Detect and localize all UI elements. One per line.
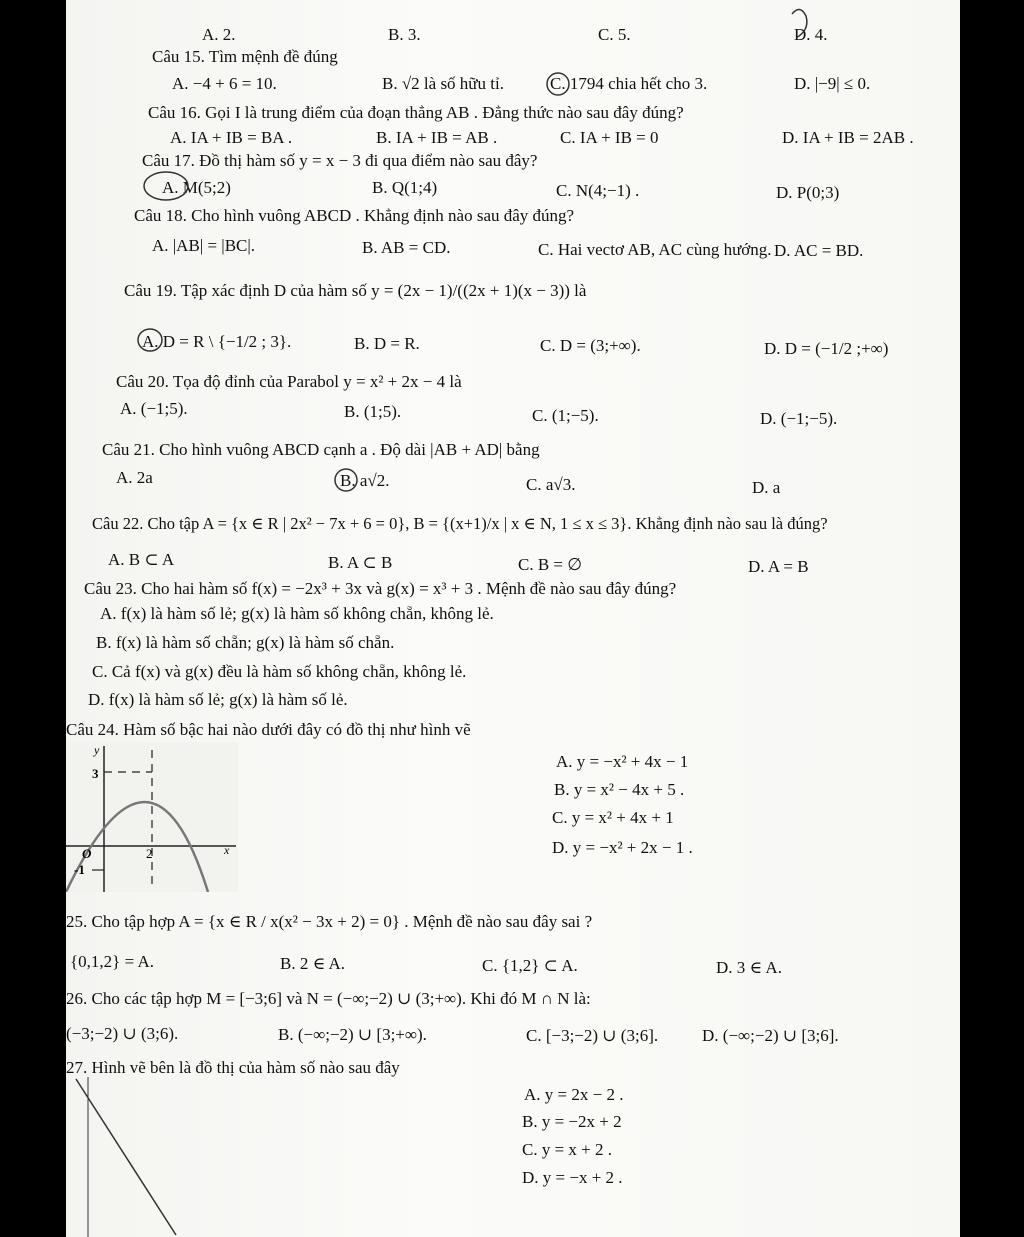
q25-title: 25. Cho tập hợp A = {x ∈ R / x(x² − 3x + 2) = 0} . Mệnh đề nào sau đây sai ? bbox=[66, 912, 593, 931]
q19-option-c: C. D = (3;+∞). bbox=[540, 336, 641, 355]
q18-option-c: C. Hai vectơ AB, AC cùng hướng. bbox=[538, 240, 772, 259]
q26-title: 26. Cho các tập hợp M = [−3;6] và N = (−∞;−2) ∪ (3;+∞). Khi đó M ∩ N là: bbox=[66, 989, 591, 1008]
q15-option-d: D. |−9| ≤ 0. bbox=[794, 74, 871, 93]
q16-option-b: B. IA + IB = AB . bbox=[376, 128, 498, 147]
q20-option-d: D. (−1;−5). bbox=[760, 409, 838, 428]
q25-option-d: D. 3 ∈ A. bbox=[716, 958, 782, 977]
q20-title: Câu 20. Tọa độ đỉnh của Parabol y = x² + 2x − 4 là bbox=[116, 372, 462, 391]
q26-option-d: D. (−∞;−2) ∪ [3;6]. bbox=[702, 1026, 839, 1045]
q26-option-b: B. (−∞;−2) ∪ [3;+∞). bbox=[278, 1025, 427, 1044]
q14-option-d: D. 4. bbox=[794, 25, 828, 44]
q16-title: Câu 16. Gọi I là trung điểm của đoạn thẳng AB . Đẳng thức nào sau đây đúng? bbox=[148, 103, 684, 122]
q21-option-b: B. a√2. bbox=[340, 471, 390, 490]
q14-option-a: A. 2. bbox=[202, 25, 236, 44]
q22-option-c: C. B = ∅ bbox=[518, 555, 583, 574]
q23-option-a: A. f(x) là hàm số lẻ; g(x) là hàm số không chẵn, không lẻ. bbox=[100, 604, 494, 623]
q23-title: Câu 23. Cho hai hàm số f(x) = −2x³ + 3x và g(x) = x³ + 3 . Mệnh đề nào sau đây đúng? bbox=[84, 579, 677, 598]
q19-title: Câu 19. Tập xác định D của hàm số y = (2x − 1)/((2x + 1)(x − 3)) là bbox=[124, 281, 587, 300]
q20-option-c: C. (1;−5). bbox=[532, 406, 599, 425]
q27-option-c: C. y = x + 2 . bbox=[522, 1140, 613, 1159]
q19-option-b: B. D = R. bbox=[354, 334, 420, 353]
q15-option-c: C. 1794 chia hết cho 3. bbox=[550, 74, 708, 93]
graph-origin-label: O bbox=[82, 846, 92, 861]
q16-option-a: A. IA + IB = BA . bbox=[170, 128, 293, 147]
q22-title: Câu 22. Cho tập A = {x ∈ R | 2x² − 7x + 6 = 0}, B = {(x+1)/x | x ∈ N, 1 ≤ x ≤ 3}. Khẳng định nào sau là đúng? bbox=[92, 514, 828, 533]
q24-title: Câu 24. Hàm số bậc hai nào dưới đây có đồ thị như hình vẽ bbox=[66, 720, 471, 739]
q20-option-a: A. (−1;5). bbox=[120, 399, 188, 418]
q21-option-a: A. 2a bbox=[116, 468, 153, 487]
q18-option-a: A. |AB| = |BC|. bbox=[152, 236, 256, 255]
q25-option-c: C. {1,2} ⊂ A. bbox=[482, 956, 578, 975]
q23-option-d: D. f(x) là hàm số lẻ; g(x) là hàm số lẻ. bbox=[88, 690, 348, 709]
q18-option-d: D. AC = BD. bbox=[774, 241, 864, 260]
q27-graph-line bbox=[76, 1079, 176, 1235]
q24-option-d: D. y = −x² + 2x − 1 . bbox=[552, 838, 693, 857]
q22-option-b: B. A ⊂ B bbox=[328, 553, 393, 572]
q22-option-d: D. A = B bbox=[748, 557, 809, 576]
q24-option-b: B. y = x² − 4x + 5 . bbox=[554, 780, 685, 799]
q27-option-d: D. y = −x + 2 . bbox=[522, 1168, 623, 1187]
q15-option-a: A. −4 + 6 = 10. bbox=[172, 74, 277, 93]
q27-line-graph bbox=[66, 1077, 186, 1237]
q27-title: 27. Hình vẽ bên là đồ thị của hàm số nào sau đây bbox=[66, 1058, 400, 1077]
q19-option-d: D. D = (−1/2 ;+∞) bbox=[764, 339, 889, 358]
q17-option-a: A. M(5;2) bbox=[162, 178, 231, 197]
q21-title: Câu 21. Cho hình vuông ABCD cạnh a . Độ dài |AB + AD| bằng bbox=[102, 440, 540, 459]
q14-option-c: C. 5. bbox=[598, 25, 631, 44]
q14-option-b: B. 3. bbox=[388, 25, 421, 44]
q15-title: Câu 15. Tìm mệnh đề đúng bbox=[152, 47, 338, 66]
q27-option-a: A. y = 2x − 2 . bbox=[524, 1085, 624, 1104]
q26-option-c: C. [−3;−2) ∪ (3;6]. bbox=[526, 1026, 659, 1045]
q17-title: Câu 17. Đồ thị hàm số y = x − 3 đi qua điểm nào sau đây? bbox=[142, 151, 538, 170]
graph-tick-minus1: -1 bbox=[74, 862, 85, 877]
graph-tick-2: 2 bbox=[146, 846, 153, 861]
q25-option-b: B. 2 ∈ A. bbox=[280, 954, 346, 973]
q17-option-b: B. Q(1;4) bbox=[372, 178, 438, 197]
q24-option-c: C. y = x² + 4x + 1 bbox=[552, 808, 674, 827]
q18-title: Câu 18. Cho hình vuông ABCD . Khẳng định nào sau đây đúng? bbox=[134, 206, 575, 225]
q21-option-c: C. a√3. bbox=[526, 475, 576, 494]
exam-paper bbox=[66, 0, 960, 1237]
q26-option-a: (−3;−2) ∪ (3;6). bbox=[66, 1024, 179, 1043]
graph-x-label: x bbox=[224, 843, 230, 857]
q24-option-a: A. y = −x² + 4x − 1 bbox=[556, 752, 689, 771]
q17-option-d: D. P(0;3) bbox=[776, 183, 840, 202]
q23-option-c: C. Cả f(x) và g(x) đều là hàm số không chẵn, không lẻ. bbox=[92, 662, 467, 681]
q16-option-c: C. IA + IB = 0 bbox=[560, 128, 659, 147]
q21-option-d: D. a bbox=[752, 478, 781, 497]
q22-option-a: A. B ⊂ A bbox=[108, 550, 175, 569]
q20-option-b: B. (1;5). bbox=[344, 402, 402, 421]
graph-tick-3: 3 bbox=[92, 766, 99, 781]
q16-option-d: D. IA + IB = 2AB . bbox=[782, 128, 914, 147]
q23-option-b: B. f(x) là hàm số chẵn; g(x) là hàm số chẵn. bbox=[96, 633, 395, 652]
q25-option-a: {0,1,2} = A. bbox=[70, 952, 154, 971]
q18-option-b: B. AB = CD. bbox=[362, 238, 451, 257]
q24-parabola-graph bbox=[66, 742, 246, 892]
q17-option-c: C. N(4;−1) . bbox=[556, 181, 640, 200]
graph-y-label: y bbox=[94, 743, 100, 757]
q27-option-b: B. y = −2x + 2 bbox=[522, 1112, 622, 1131]
q19-option-a: A. D = R \ {−1/2 ; 3}. bbox=[142, 332, 292, 351]
q15-option-b: B. √2 là số hữu tỉ. bbox=[382, 74, 504, 93]
